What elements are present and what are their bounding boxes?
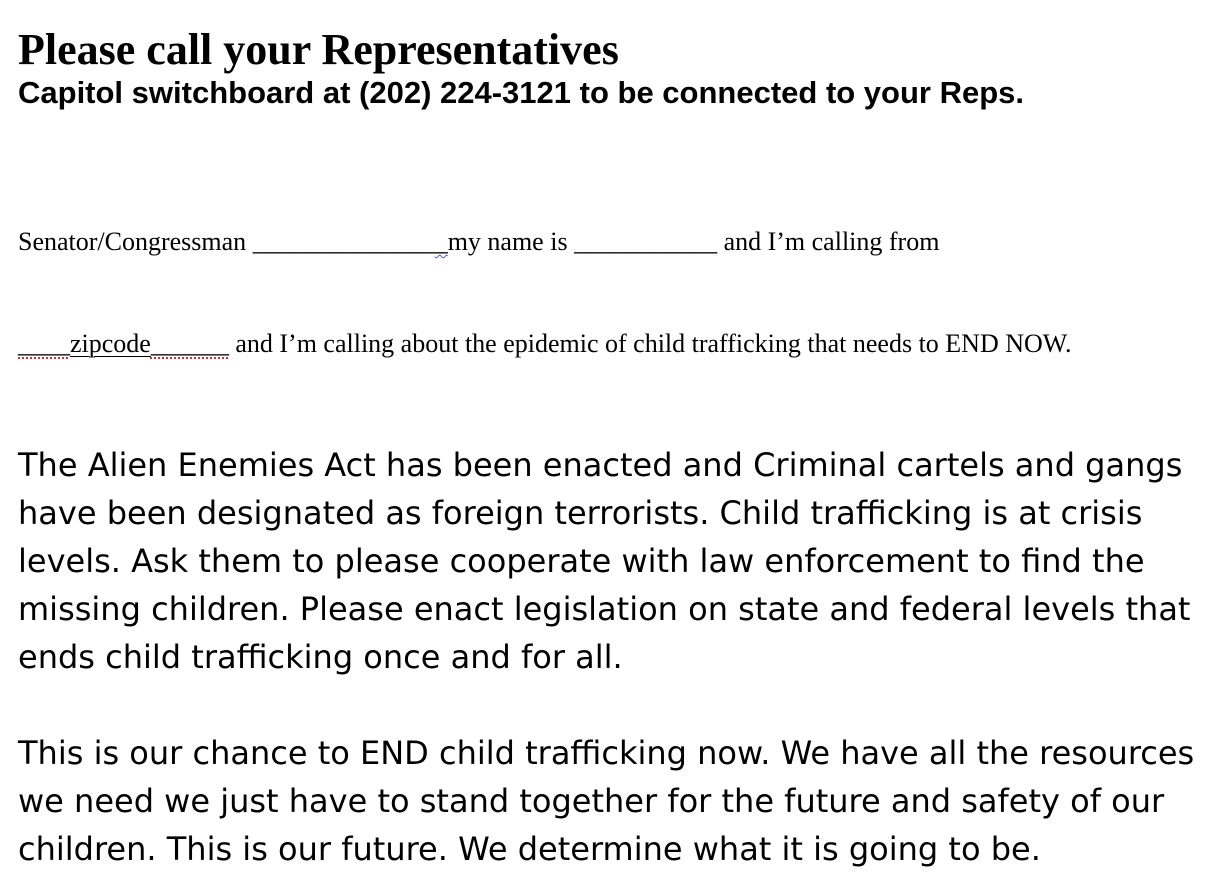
paragraph-end-trafficking bbox=[18, 729, 1198, 873]
zipcode-placeholder: zipcode bbox=[70, 329, 151, 358]
paragraph-line: ends child trafficking once and for all. bbox=[18, 638, 623, 676]
paragraph-line: children. This is our future. We determine what it is going to be. bbox=[18, 830, 1041, 868]
paragraph-line: This is our chance to END child trafficking now. We have all the resources bbox=[18, 734, 1195, 772]
paragraph-line: levels. Ask them to please cooperate with law enforcement to find the bbox=[18, 542, 1145, 580]
document-page bbox=[18, 24, 1198, 873]
paragraph-line: we need we just have to stand together for the future and safety of our bbox=[18, 782, 1165, 820]
spellcheck-squiggle: _ bbox=[434, 227, 448, 256]
script-my-name-is: my name is bbox=[447, 227, 575, 256]
call-script-line-1 bbox=[18, 225, 1198, 259]
script-calling-from: and I’m calling from bbox=[717, 227, 940, 256]
script-greeting: Senator/Congressman bbox=[18, 227, 253, 256]
paragraph-alien-enemies-act bbox=[18, 441, 1198, 681]
zipcode-blank-right: ______ bbox=[150, 329, 229, 358]
script-calling-about: and I’m calling about the epidemic of child trafficking that needs to END NOW. bbox=[228, 329, 1072, 358]
zipcode-blank-left: ____ bbox=[18, 329, 70, 358]
paragraph-line: missing children. Please enact legislation on state and federal levels that bbox=[18, 590, 1191, 628]
paragraph-line: have been designated as foreign terrorists. Child trafficking is at crisis bbox=[18, 494, 1143, 532]
page-title: Please call your Representatives bbox=[18, 25, 619, 74]
blank-representative-name: ______________ bbox=[252, 227, 435, 256]
call-script-line-2 bbox=[18, 327, 1198, 361]
paragraph-line: The Alien Enemies Act has been enacted and Criminal cartels and gangs bbox=[18, 446, 1183, 484]
page-subtitle: Capitol switchboard at (202) 224-3121 to be connected to your Reps. bbox=[18, 75, 1025, 110]
blank-caller-name: ___________ bbox=[574, 227, 718, 256]
call-script bbox=[18, 157, 1198, 429]
